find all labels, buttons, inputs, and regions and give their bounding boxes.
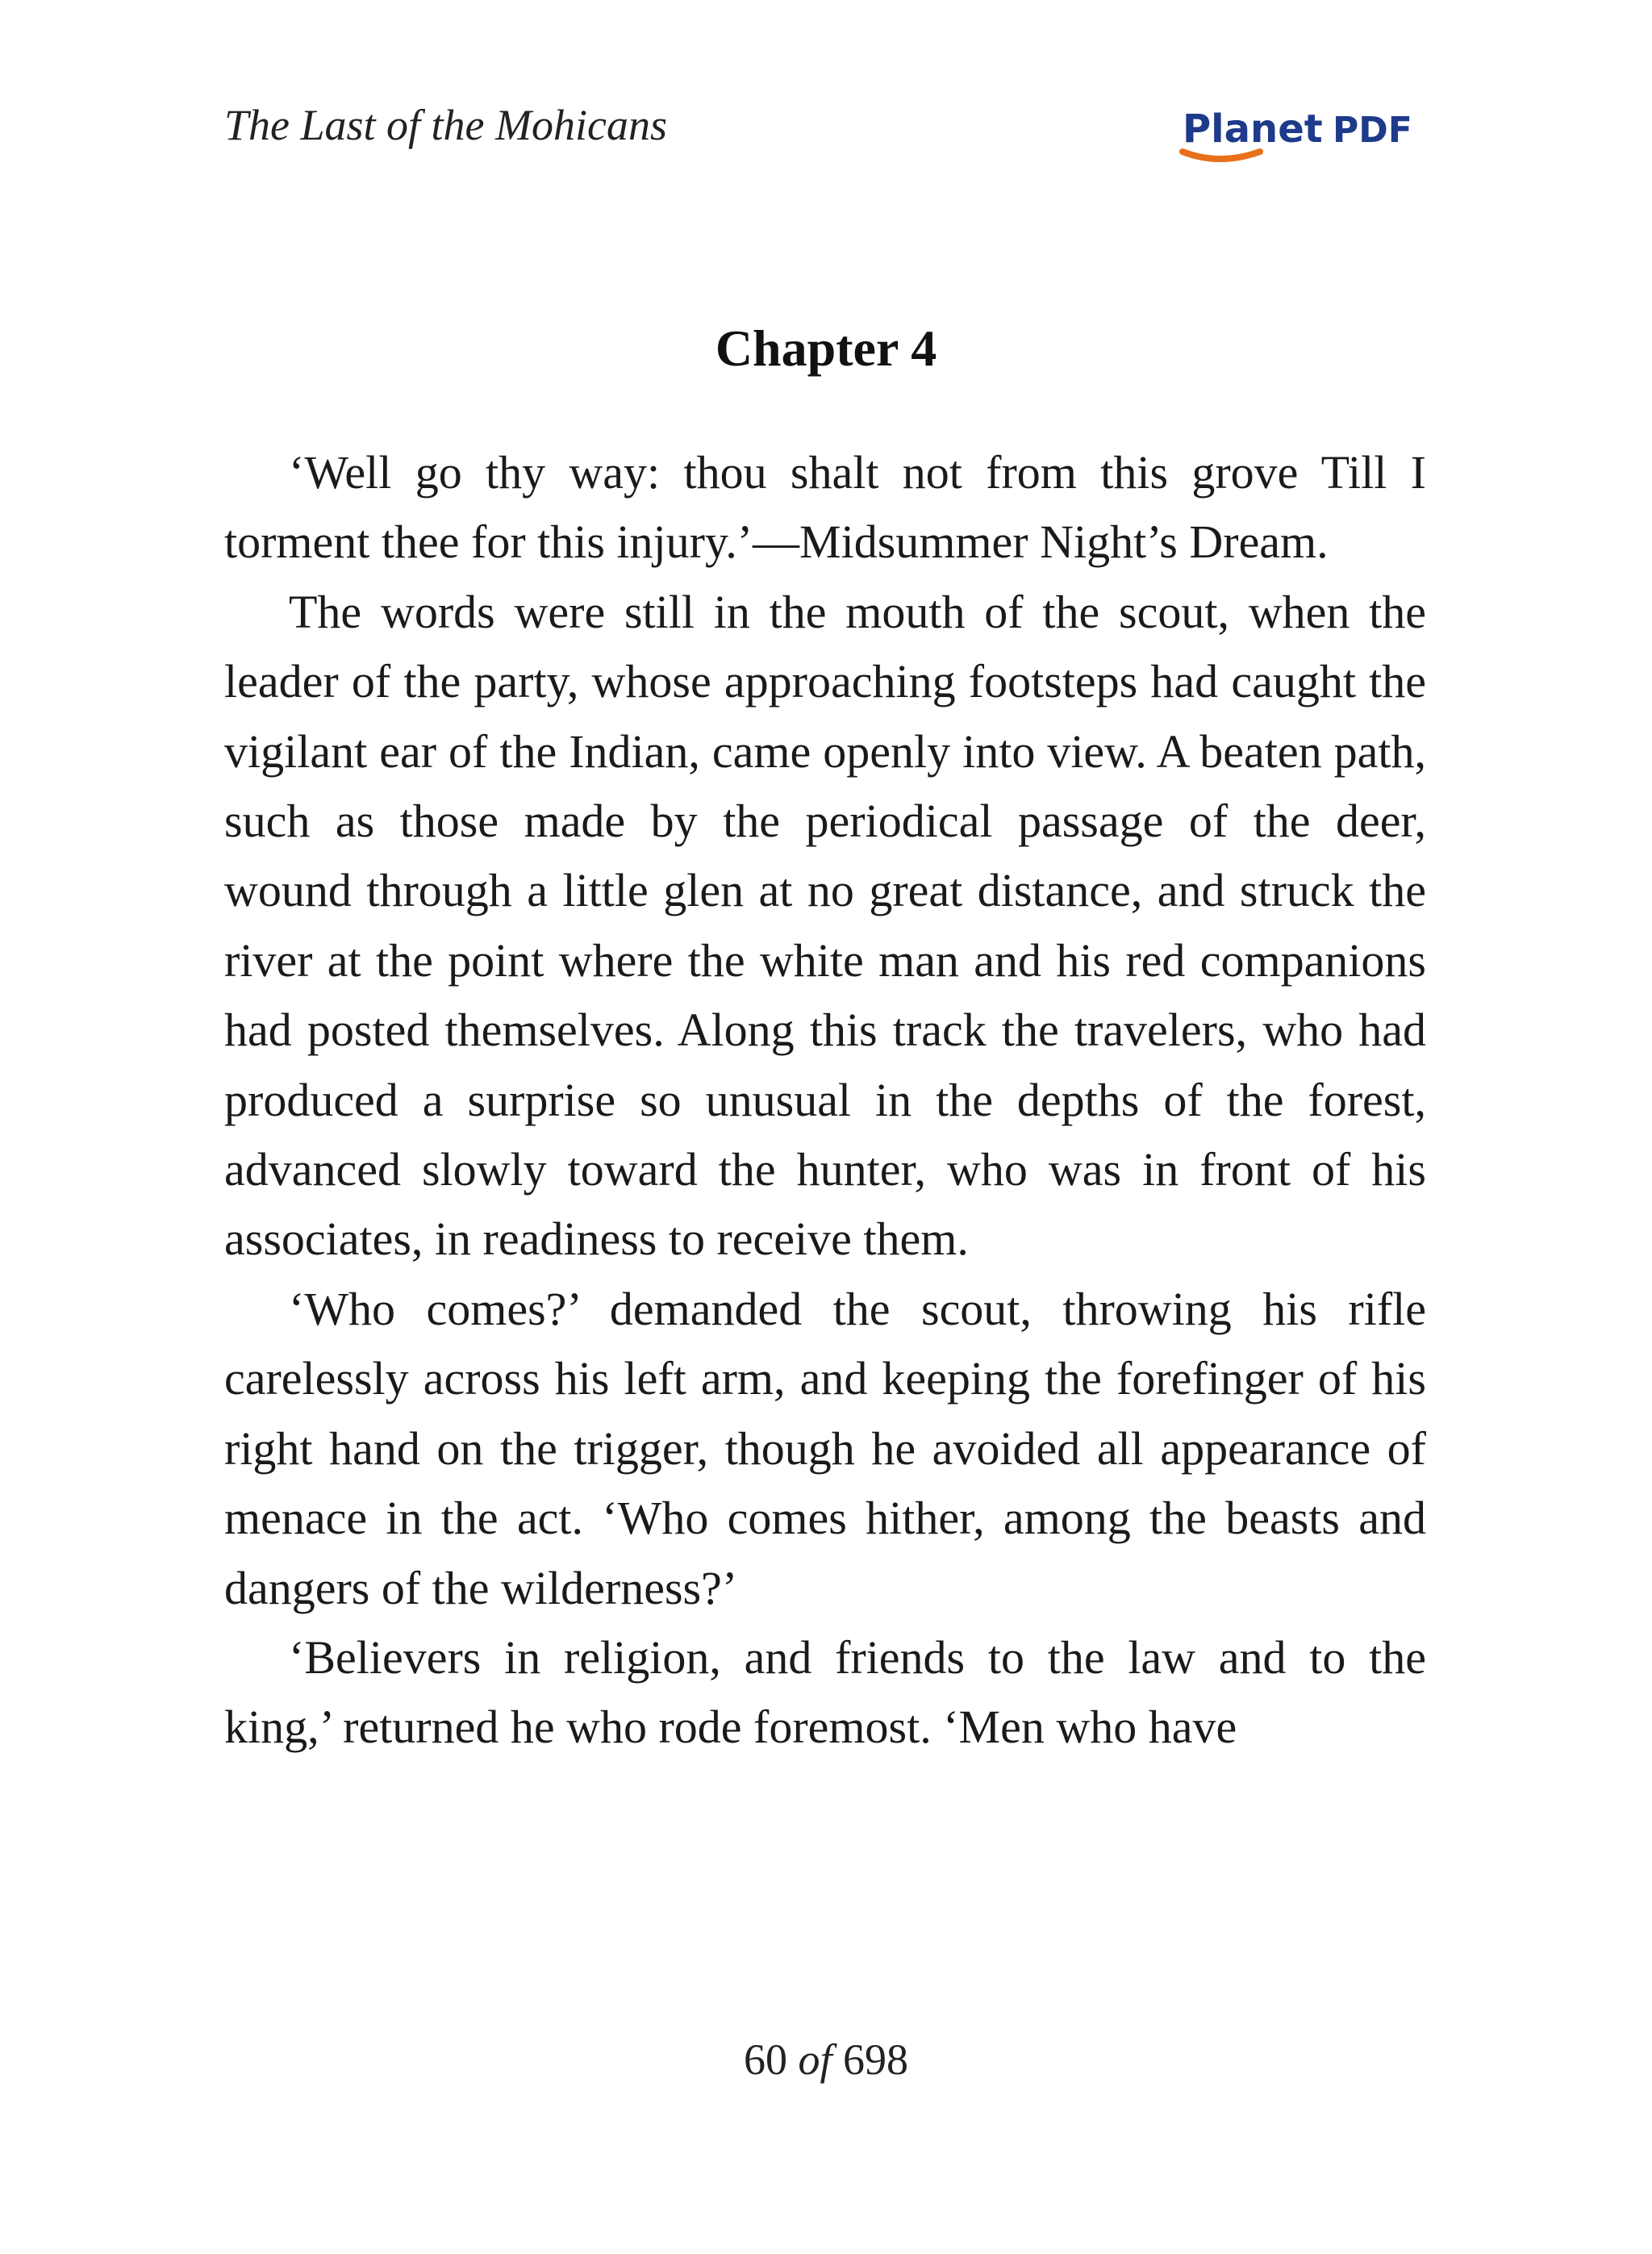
page-current: 60 <box>743 2035 787 2084</box>
planet-pdf-logo <box>1171 103 1429 168</box>
body-paragraph: ‘Believers in religion, and friends to the law and to the king,’ returned he who rode foremost. ‘Men who have <box>224 1630 1426 1754</box>
page-total: 698 <box>843 2035 908 2084</box>
chapter-body <box>224 438 1426 1763</box>
book-title: The Last of the Mohicans <box>224 101 667 149</box>
page-number <box>0 2035 1652 2084</box>
body-paragraph: The words were still in the mouth of the scout, when the leader of the party, whose approaching footsteps had caught the vigilant ear of the Indian, came openly into view. A beaten path, such as those made by the periodical passage of the deer, wound through a little glen at no great distance, and struck the river at the point where the white man and his red companions had posted themselves. Along this track the travelers, who had produced a surprise so unusual in the depths of the forest, advanced slowly toward the hunter, who was in front of his associates, in readiness to receive them. <box>224 585 1426 1266</box>
page-of-label: of <box>798 2035 832 2084</box>
epigraph-paragraph: ‘Well go thy way: thou shalt not from this grove Till I torment thee for this injury.’—Midsummer Night’s Dream. <box>224 446 1426 569</box>
body-paragraph: ‘Who comes?’ demanded the scout, throwing his rifle carelessly across his left arm, and keeping the forefinger of his right hand on the trigger, though he avoided all appearance of menace in the act. ‘Who comes hither, among the beasts and dangers of the wilderness?’ <box>224 1282 1426 1614</box>
chapter-heading: Chapter 4 <box>715 319 937 377</box>
logo-text-planet: Planet <box>1183 106 1323 152</box>
logo-text-pdf: PDF <box>1333 110 1412 151</box>
